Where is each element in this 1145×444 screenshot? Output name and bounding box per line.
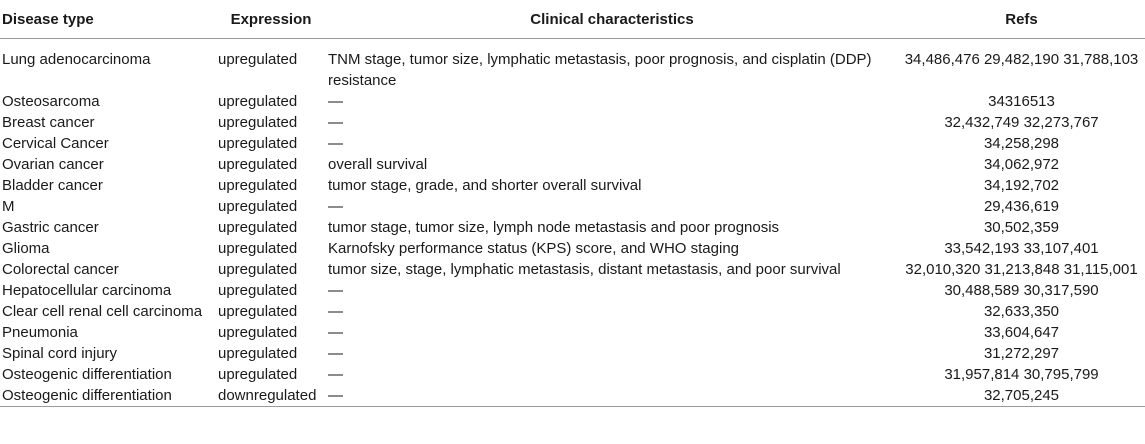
header-expression: Expression xyxy=(230,10,312,28)
refs-cell: 32,010,320 31,213,848 31,115,001 xyxy=(905,261,1138,278)
clinical-characteristics-cell: — xyxy=(328,324,343,341)
disease-type-cell: Glioma xyxy=(2,240,50,257)
clinical-characteristics-cell: tumor stage, grade, and shorter overall survival xyxy=(328,177,642,194)
refs-cell: 34,486,476 29,482,190 31,788,103 xyxy=(904,51,1139,68)
expression-cell: upregulated xyxy=(218,282,298,299)
table-row xyxy=(0,343,1145,364)
clinical-characteristics-cell: — xyxy=(328,303,343,320)
disease-type-cell: Colorectal cancer xyxy=(2,261,119,278)
clinical-characteristics-cell: TNM stage, tumor size, lymphatic metastasis, poor prognosis, and cisplatin (DDP) resistance xyxy=(328,51,872,89)
clinical-characteristics-cell: overall survival xyxy=(328,156,428,173)
refs-cell: 30,502,359 xyxy=(983,219,1060,236)
expression-cell: upregulated xyxy=(218,345,298,362)
table-row xyxy=(0,322,1145,343)
disease-type-cell: Osteogenic differentiation xyxy=(0,385,216,407)
expression-cell: upregulated xyxy=(218,261,298,278)
clinical-characteristics-cell: — xyxy=(328,114,343,131)
disease-type-cell: Hepatocellular carcinoma xyxy=(2,282,172,299)
refs-cell: 34,062,972 xyxy=(983,156,1060,173)
disease-type-cell: Bladder cancer xyxy=(2,177,103,194)
header-row xyxy=(0,0,1145,39)
header-clinical-characteristics: Clinical characteristics xyxy=(530,10,694,28)
table-row xyxy=(0,112,1145,133)
expression-cell: upregulated xyxy=(218,114,298,131)
header-refs: Refs xyxy=(1005,10,1038,28)
clinical-characteristics-cell: — xyxy=(328,135,343,152)
expression-cell: upregulated xyxy=(218,219,298,236)
disease-type-cell: Clear cell renal cell carcinoma xyxy=(2,303,203,320)
refs-cell: 32,705,245 xyxy=(898,385,1145,407)
clinical-characteristics-cell: — xyxy=(328,93,343,110)
clinical-characteristics-cell: — xyxy=(328,345,343,362)
refs-cell: 31,957,814 30,795,799 xyxy=(944,366,1099,383)
expression-cell: upregulated xyxy=(218,51,298,68)
table-row xyxy=(0,154,1145,175)
table-row xyxy=(0,364,1145,385)
disease-type-cell: Pneumonia xyxy=(2,324,78,341)
expression-cell: downregulated xyxy=(216,385,326,407)
refs-cell: 29,436,619 xyxy=(983,198,1060,215)
table-row xyxy=(0,301,1145,322)
expression-cell: upregulated xyxy=(218,156,298,173)
disease-type-cell: Lung adenocarcinoma xyxy=(2,51,151,68)
expression-cell: upregulated xyxy=(218,198,298,215)
table-row xyxy=(0,280,1145,301)
clinical-characteristics-cell: — xyxy=(326,385,898,407)
table-row xyxy=(0,238,1145,259)
table-row xyxy=(0,91,1145,112)
refs-cell: 33,604,647 xyxy=(983,324,1060,341)
clinical-characteristics-cell: tumor size, stage, lymphatic metastasis, distant metastasis, and poor survival xyxy=(328,261,841,278)
refs-cell: 34,192,702 xyxy=(983,177,1060,194)
clinical-characteristics-cell: — xyxy=(328,282,343,299)
disease-type-cell: Cervical Cancer xyxy=(2,135,109,152)
clinical-characteristics-cell: tumor stage, tumor size, lymph node metastasis and poor prognosis xyxy=(328,219,780,236)
clinical-characteristics-cell: — xyxy=(328,198,343,215)
table-row xyxy=(0,259,1145,280)
expression-cell: upregulated xyxy=(218,324,298,341)
refs-cell: 32,432,749 32,273,767 xyxy=(944,114,1099,131)
disease-type-cell: Spinal cord injury xyxy=(2,345,118,362)
refs-cell: 31,272,297 xyxy=(983,345,1060,362)
table-body xyxy=(0,39,1145,407)
refs-cell: 33,542,193 33,107,401 xyxy=(944,240,1099,257)
disease-type-cell: M xyxy=(2,198,15,215)
disease-type-cell: Osteogenic differentiation xyxy=(2,366,172,383)
expression-cell: upregulated xyxy=(218,366,298,383)
clinical-characteristics-cell: Karnofsky performance status (KPS) score, and WHO staging xyxy=(328,240,739,257)
refs-cell: 32,633,350 xyxy=(983,303,1060,320)
table-row xyxy=(0,385,1145,407)
table-row xyxy=(0,39,1145,92)
expression-cell: upregulated xyxy=(218,240,298,257)
disease-type-cell: Ovarian cancer xyxy=(2,156,104,173)
disease-type-cell: Breast cancer xyxy=(2,114,95,131)
refs-cell: 34,258,298 xyxy=(983,135,1060,152)
refs-cell: 34316513 xyxy=(988,93,1055,110)
expression-cell: upregulated xyxy=(218,135,298,152)
refs-cell: 30,488,589 30,317,590 xyxy=(944,282,1099,299)
table-row xyxy=(0,217,1145,238)
header-disease-type: Disease type xyxy=(2,10,94,28)
disease-type-cell: Osteosarcoma xyxy=(2,93,100,110)
clinical-characteristics-cell: — xyxy=(328,366,343,383)
expression-cell: upregulated xyxy=(218,303,298,320)
disease-type-cell: Gastric cancer xyxy=(2,219,99,236)
expression-cell: upregulated xyxy=(218,93,298,110)
table-row xyxy=(0,133,1145,154)
table-row xyxy=(0,196,1145,217)
table-row xyxy=(0,175,1145,196)
expression-cell: upregulated xyxy=(218,177,298,194)
